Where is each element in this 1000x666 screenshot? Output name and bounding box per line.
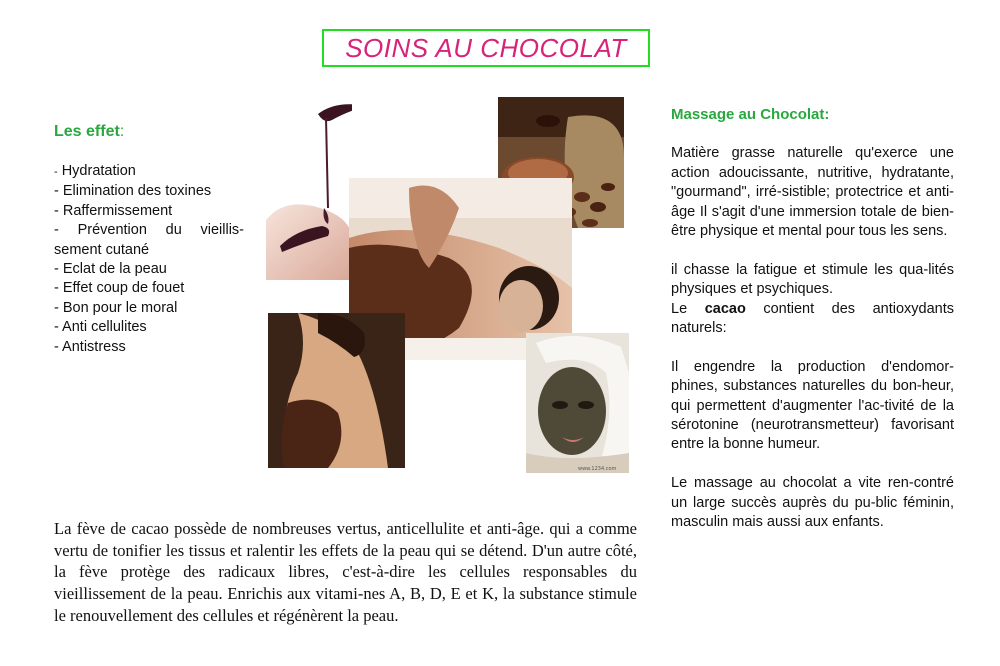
- page-title: SOINS AU CHOCOLAT: [345, 32, 627, 63]
- effets-item: - Raffermissement: [54, 202, 173, 219]
- chocolate-face-mask-photo: [526, 333, 629, 473]
- massage-paragraph-4: Le massage au chocolat a vite ren-contré un large succès auprès du pu-blic féminin, masculin mais aussi aux enfants.: [671, 475, 954, 531]
- massage-paragraph-2a: il chasse la fatigue et stimule les qua-lités physiques et psychiques.: [671, 261, 954, 298]
- effets-item: - Hydratation: [54, 163, 136, 179]
- effets-heading-text: Les effet: [54, 123, 120, 140]
- effets-item: - Elimination des toxines: [54, 183, 212, 200]
- effets-item: - Anti cellulites: [54, 319, 147, 336]
- effets-heading: [54, 123, 124, 141]
- title-box: [322, 29, 650, 67]
- effets-item: - Effet coup de fouet: [54, 280, 185, 297]
- effets-list: [54, 162, 244, 357]
- effets-item: sement cutané: [54, 241, 150, 258]
- effets-item: - Eclat de la peau: [54, 261, 167, 278]
- cacao-bold: cacao: [704, 300, 746, 317]
- bottom-paragraph: La fève de cacao possède de nombreuses vertus, anticellulite et anti-âge. qui a comme vertu de tonifier les tissus et ralentir les effets de la peau qui se détend. D'un autre côté, la fève protège des radicaux libres, c'est-à-dire les cellules responsables du vieillissement de la peau. Enrichis aux vitami-nes A, B, D, E et K, la substance stimule le renouvellement des cellules et régénèrent la peau.: [54, 519, 637, 625]
- effets-item: - Prévention du vieillis-: [54, 222, 244, 239]
- massage-paragraph-3: Il engendre la production d'endomor-phines, substances naturelles du bon-heur, qui permettent d'augmenter l'ac-tivité de la sérotonine (neurotransmetteur) favorisant entre la bonne humeur.: [671, 358, 954, 453]
- chocolate-spoon-photo: [266, 100, 352, 280]
- chocolate-back-photo: [268, 313, 405, 468]
- effets-heading-colon: :: [119, 123, 125, 140]
- massage-heading: Massage au Chocolat:: [671, 106, 830, 123]
- mask-watermark: www.1234.com: [578, 466, 617, 472]
- effets-item: - Antistress: [54, 338, 126, 355]
- massage-paragraph-2: il chasse la fatigue et stimule les qua-lités physiques et psychiques. Le cacao contient des antioxydants naturels:: [671, 261, 955, 337]
- massage-section: [671, 105, 954, 552]
- massage-paragraph-1: Matière grasse naturelle qu'exerce une action adoucissante, nutritive, hydratante, "gourmand", irré-sistible; protectrice et anti-âge Il s'agit d'une immersion totale de bien-être physique et mental pour tous les sens.: [671, 145, 954, 240]
- effets-item: - Bon pour le moral: [54, 299, 178, 316]
